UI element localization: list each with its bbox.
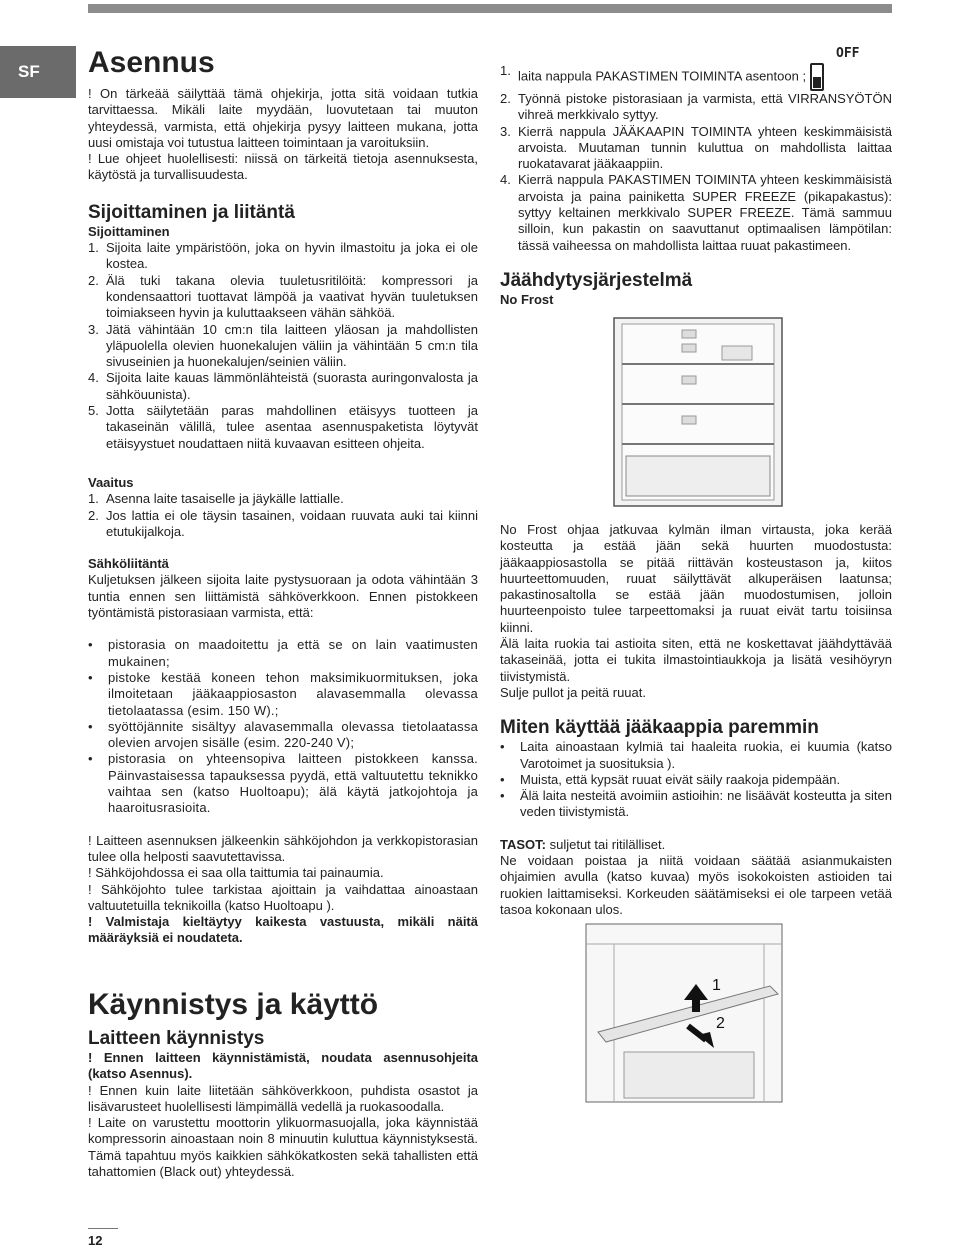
electric-bullets <box>88 637 478 816</box>
list-item: • syöttöjännite sisältyy alavasemmalla olevassa tietolaatassa olevien arvojen sisälle (esim. 220-240 V); <box>88 718 478 751</box>
warning-2: ! Sähköjohdossa ei saa olla taittumia tai painaumia. <box>88 865 384 881</box>
right-column <box>500 63 892 308</box>
warning-4: ! Valmistaja kieltäytyy kaikesta vastuusta, mikäli näitä määräyksiä ei noudateta. <box>88 914 478 946</box>
nofrost-para-3: Sulje pullot ja peitä ruuat. <box>500 684 646 700</box>
best-use-title: Miten käyttää jääkaappia paremmin <box>500 717 819 739</box>
cooling-subtitle: No Frost <box>500 291 554 307</box>
start-para-2: ! Laite on varustettu moottorin ylikuormasuojalla, joka käynnistää kompressorin ainoastaan noin 8 minuutin kuluttua käynnistyksestä. Tämä tapahtuu myös kaikkien sähkökatkosten sekä tahallisten että tahattomien (Black out) yhteydessä. <box>88 1115 478 1180</box>
shelf-adjust-illustration <box>584 922 784 1104</box>
list-item: 1. Asenna laite tasaiselle ja jäykälle lattialle. <box>88 491 344 507</box>
top-rule <box>88 4 892 13</box>
language-tab: SF <box>0 46 76 98</box>
list-item: • pistorasia on maadoitettu ja että se on lain vaatimusten mukainen; <box>88 637 478 669</box>
best-use-bullets <box>500 739 892 820</box>
arrow-label-2: 2 <box>716 1015 725 1032</box>
list-item: • Älä laita nesteitä avoimiin astioihin: ne lisäävät kosteutta ja siten veden tiivistymistä. <box>500 788 892 820</box>
intro-para-1: ! On tärkeää säilyttää tämä ohjekirja, jotta sitä voidaan tutkia tarvittaessa. Mikäli laite myydään, luovutetaan tai muuton yhteydessä, varmista, että ohjekirja pysyy laitteen mukana, jotta uusi omistaja voi tutustua laitteen toimintaan ja varoituksiin. <box>88 86 478 150</box>
list-item: • pistoke kestää koneen tehon maksimikuormituksen, joka ilmoitetaan jääkaappiosaston alavasemmalla olevassa tietolaatassa (esim. 150 W).; <box>88 669 478 718</box>
arrow-label-1: 1 <box>712 977 721 994</box>
leveling-subtitle: Vaaitus <box>88 475 134 490</box>
shelves-para: Ne voidaan poistaa ja niitä voidaan säätää asianmukaisten ohjaimien avulla (katso kuvaa) myös isokokoisten astioiden tai ruokien laittamiseksi. Korkeuden säätämiseksi ei ole tarpeen vetää tasoa kokonaan ulos. <box>500 853 892 917</box>
start-subtitle: Laitteen käynnistys <box>88 1028 265 1049</box>
nofrost-para-1: No Frost ohjaa jatkuvaa kylmän ilman virtausta, joka kerää kosteutta ja estää jään sekä huurten muodostusta: jääkaappiosastolla se pitää riittävän kosteustason ja, kiitos huurteettomuuden, ruuat säilyttävät alkuperäisen laatunsa; pakastinosaltolla se estää jään muodostumisen, jolloin huurteenpoisto tulee tarpeettomaksi ja ruuat eivät tartu toisiinsa kiinni. <box>500 522 892 635</box>
electric-intro: Kuljetuksen jälkeen sijoita laite pystysuoraan ja odota vähintään 3 tuntia ennen sen liittämistä sähköverkkoon. Ennen pistokkeen työntämistä pistorasiaan varmista, että: <box>88 572 478 621</box>
page-title: Asennus <box>88 46 215 79</box>
off-label: OFF <box>836 46 860 61</box>
left-column-start <box>88 988 478 1180</box>
nofrost-para-2: Älä laita ruokia tai astioita siten, että ne koskettavat jäähdyttävää takaseinää, jotta ei tukita ilmastointiaukkoja ja lisätä vesihöyryn tiivistymistä. <box>500 636 892 684</box>
section-title-placement: Sijoittaminen ja liitäntä <box>88 201 295 223</box>
cooling-title: Jäähdytysjärjestelmä <box>500 269 693 291</box>
list-item: • Laita ainoastaan kylmiä tai haaleita ruokia, ei kuumia (katso Varotoimet ja suosituksia ). <box>500 739 892 771</box>
right-column-lower <box>500 522 892 918</box>
fridge-interior-illustration <box>612 316 784 508</box>
left-column-lower <box>88 475 478 947</box>
startup-steps <box>500 63 892 254</box>
list-item: • pistorasia on yhteensopiva laitteen pistokkeen kanssa. Päinvastaisessa tapauksessa pyydä, että valtuutettu teknikko vaihtaa sen (katso Huoltoapu); älä käytä jatkojohtoja ja haaroitusrasioita. <box>88 751 478 816</box>
list-item: • Muista, että kypsät ruuat eivät säily raakoja pidempään. <box>500 771 841 787</box>
leveling-list <box>88 491 478 540</box>
placement-list <box>88 240 478 452</box>
warning-3: ! Sähköjohto tulee tarkistaa ajoittain ja vaihdattaa ainoastaan valtuutetuilla teknikoilla (katso Huoltoapu ). <box>88 881 478 913</box>
intro-para-2: ! Lue ohjeet huolellisesti: niissä on tärkeitä tietoja asennuksesta, käytöstä ja turvallisuudesta. <box>88 151 478 183</box>
left-column <box>88 46 478 452</box>
footer-rule <box>88 1228 118 1229</box>
list-item: 1. laita nappula PAKASTIMEN TOIMINTA asentoon ; <box>500 63 892 91</box>
list-item: 2. Jos lattia ei ole täysin tasainen, voidaan ruuvata auki tai kiinni etutukijalkoja. <box>88 507 478 539</box>
list-item: 2. Työnnä pistoke pistorasiaan ja varmista, että VIRRANSYÖTÖN vihreä merkkivalo syttyy. <box>500 91 892 123</box>
page-number: 12 <box>88 1233 103 1248</box>
list-item: 2. Älä tuki takana olevia tuuletusritilöitä: kompressori ja kondensaattori tuottavat lämpöä ja vaativat hyvän tuuletuksen toimiakseen hyvin ja kuluttaakseen vähän sähköä. <box>88 272 478 321</box>
electric-subtitle: Sähköliitäntä <box>88 556 169 572</box>
list-item: 4. Sijoita laite kauas lämmönlähteistä (suorasta auringonvalosta ja sähköuunista). <box>88 370 478 402</box>
section-title-start: Käynnistys ja käyttö <box>88 988 379 1021</box>
list-item: 1. Sijoita laite ympäristöön, joka on hyvin ilmastoitu ja joka ei ole kostea. <box>88 240 478 272</box>
start-para-1: ! Ennen kuin laite liitetään sähköverkkoon, puhdista osastot ja lisävarusteet huolellisesti lämpimällä vedellä ja ruokasoodalla. <box>88 1082 478 1114</box>
list-item: 4. Kierrä nappula PAKASTIMEN TOIMINTA yhteen keskimmäisistä arvoista ja paina painiketta SUPER FREEZE (pikapakastus): syttyy keltainen merkkivalo SUPER FREEZE. Tämä sammuu silloin, kun pakastin on saavuttanut optimaalisen lämpötilan: tässä vaiheessa on mahdollista laittaa ruuat pakastimeen. <box>500 172 892 253</box>
list-item: 3. Kierrä nappula JÄÄKAAPIN TOIMINTA yhteen keskimmäisistä arvoista. Muutaman tunnin kuluttua on mahdollista laittaa ruokatavarat jääkaappiin. <box>500 123 892 172</box>
off-knob-icon <box>810 63 824 91</box>
placement-subtitle: Sijoittaminen <box>88 223 170 239</box>
start-bold-note: ! Ennen laitteen käynnistämistä, noudata asennusohjeita (katso Asennus). <box>88 1050 478 1082</box>
warning-1: ! Laitteen asennuksen jälkeenkin sähköjohdon ja verkkopistorasian tulee olla helposti saavutettavissa. <box>88 832 478 864</box>
list-item: 5. Jotta säilytetään paras mahdollinen etäisyys tuotteen ja takaseinän välillä, tulee asentaa asennuspaketista löytyvät etäisyystuet noudattaen niitä kuvaavan esitteen ohjeita. <box>88 403 478 451</box>
list-item: 3. Jätä vähintään 10 cm:n tila laitteen yläosan ja mahdollisten yläpuolella olevien huonekalujen väliin ja vähintään 5 cm:n tila sivuseinien ja huonekalujen/seinien väliin. <box>88 321 478 370</box>
shelves-line: TASOT: suljetut tai ritilälliset. <box>500 836 666 852</box>
